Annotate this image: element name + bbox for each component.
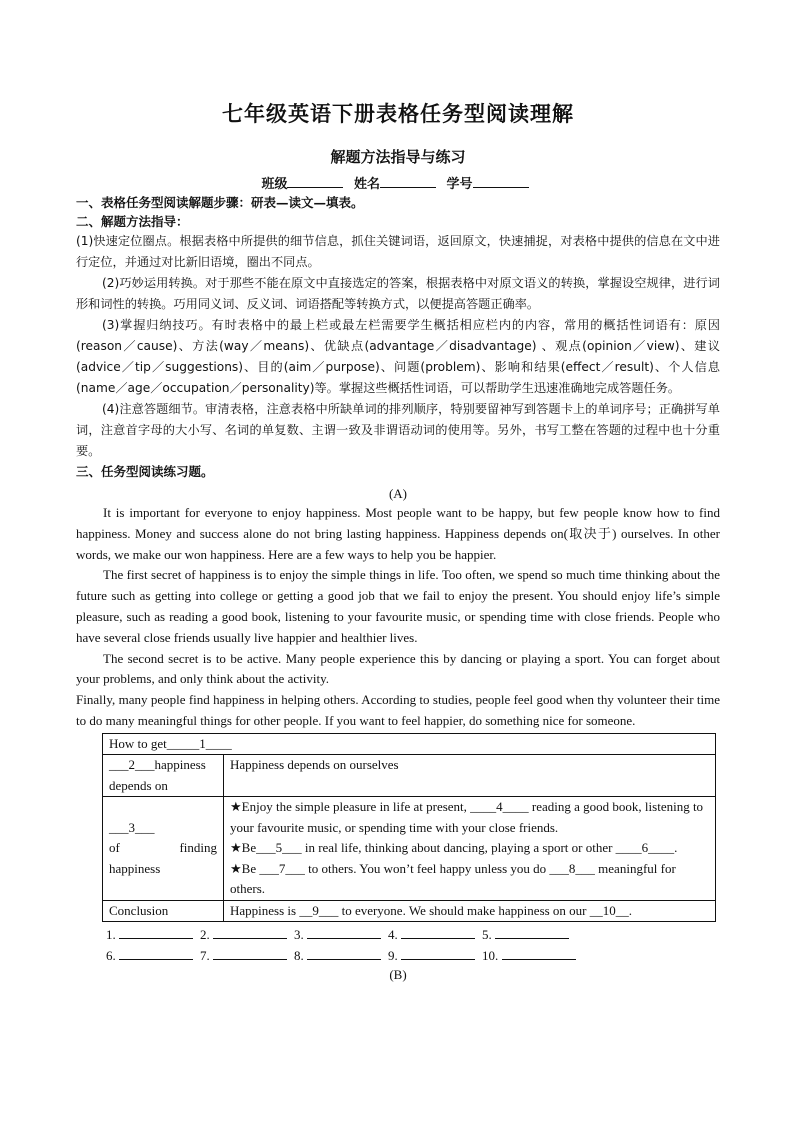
answer-blank[interactable] bbox=[213, 947, 287, 960]
table-cell: Conclusion bbox=[103, 900, 224, 922]
answer-blank[interactable] bbox=[401, 947, 475, 960]
answer-7: 7. bbox=[200, 945, 294, 966]
method-paragraph-3: (3)掌握归纳技巧。有时表格中的最上栏或最左栏需要学生概括相应栏内的内容，常用的概括性词语有：原因(reason／cause)、方法(way／means)、优缺点(advantage／disadvantage) 、观点(opinion／view)、建议(advice／tip／suggestions)、目的(aim／purpose)、问题(problem)、影响和结果(effect／result)、个人信息(name／age／occupation／personality)等。掌握这些概括性词语，可以帮助学生迅速准确地完成答题任务。 bbox=[76, 318, 720, 395]
passage-paragraph-3: The second secret is to be active. Many people experience this by dancing or playing a sport. You can forget about your problems, and only think about the activity. bbox=[76, 650, 720, 687]
answer-blank[interactable] bbox=[307, 947, 381, 960]
id-label: 学号 bbox=[446, 177, 473, 192]
answer-blank[interactable] bbox=[401, 926, 475, 939]
blank-3-label: ___3___ bbox=[109, 819, 155, 835]
answer-blank[interactable] bbox=[119, 926, 193, 939]
answer-row-2 bbox=[106, 945, 720, 966]
task-table bbox=[102, 733, 716, 923]
answer-3: 3. bbox=[294, 924, 388, 945]
tip-helping: ★Be ___7___ to others. You won’t feel happy unless you do ___8___ meaningful for others. bbox=[230, 860, 676, 897]
answer-9: 9. bbox=[388, 945, 482, 966]
table-cell: ___2___happiness depends on bbox=[103, 755, 224, 797]
answer-8: 8. bbox=[294, 945, 388, 966]
passage-a-label: (A) bbox=[388, 486, 408, 501]
passage-paragraph-2: The first secret of happiness is to enjoy the simple things in life. Too often, we spend so much time thinking about the future such as getting into college or getting a good job that we fail to enjoy the present. You should enjoy life’s simple pleasure, such as reading a good book, listening to your favourite music, or spending time with close friends. People who have several close friends usually live happier and healthier lives. bbox=[76, 567, 720, 645]
answer-5: 5. bbox=[482, 924, 576, 945]
table-row bbox=[103, 900, 716, 922]
answer-10: 10. bbox=[482, 945, 576, 966]
answer-blank[interactable] bbox=[119, 947, 193, 960]
tip-active: ★Be___5___ in real life, thinking about dancing, playing a sport or other ____6____. bbox=[230, 840, 678, 856]
class-label: 班级 bbox=[261, 177, 288, 192]
table-cell: Happiness depends on ourselves bbox=[224, 755, 716, 797]
table-cell bbox=[103, 797, 224, 901]
method-paragraph-4: (4)注意答题细节。审清表格，注意表格中所缺单词的排列顺序，特别要留神写到答题卡上的单词序号；正确拼写单词，注意首字母的大小写、名词的单复数、主谓一致及非谓语动词的使用等。另外，书写工整在答题的过程中也十分重要。 bbox=[76, 402, 720, 458]
answer-1: 1. bbox=[106, 924, 200, 945]
answer-6: 6. bbox=[106, 945, 200, 966]
table-row bbox=[103, 755, 716, 797]
section2-heading: 二、解题方法指导： bbox=[76, 214, 189, 229]
answer-blank[interactable] bbox=[307, 926, 381, 939]
table-row bbox=[103, 797, 716, 901]
class-blank[interactable] bbox=[287, 177, 343, 188]
of-finding-line bbox=[109, 838, 217, 859]
student-info-line bbox=[76, 173, 720, 192]
word-of: of bbox=[109, 840, 120, 856]
answer-blank[interactable] bbox=[502, 947, 576, 960]
worksheet-page bbox=[76, 98, 720, 984]
page-subtitle: 解题方法指导与练习 bbox=[330, 148, 466, 166]
answer-blank[interactable] bbox=[213, 926, 287, 939]
passage-paragraph-4: Finally, many people find happiness in helping others. According to studies, people feel good when thy volunteer their time to do many meaningful things for other people. If you want to feel happier, do something nice for someone. bbox=[76, 692, 720, 728]
answer-lines bbox=[106, 924, 720, 966]
answer-row-1 bbox=[106, 924, 720, 945]
name-blank[interactable] bbox=[380, 177, 436, 188]
answer-blank[interactable] bbox=[495, 926, 569, 939]
name-label: 姓名 bbox=[353, 177, 380, 192]
section1-heading: 一、表格任务型阅读解题步骤：研表—读文—填表。 bbox=[76, 195, 364, 210]
table-header-cell: How to get_____1____ bbox=[103, 733, 716, 755]
table-cell bbox=[224, 797, 716, 901]
answer-2: 2. bbox=[200, 924, 294, 945]
page-title: 七年级英语下册表格任务型阅读理解 bbox=[222, 101, 574, 126]
tip-enjoy: ★Enjoy the simple pleasure in life at present, ____4____ reading a good book, listening to your favourite music, or spending time with your close friends. bbox=[230, 799, 704, 835]
method-paragraph-1: (1)快速定位圈点。根据表格中所提供的细节信息，抓住关键词语，返回原文，快速捕捉，对表格中提供的信息在文中进行定位，并通过对比新旧语境，圈出不同点。 bbox=[76, 234, 720, 269]
answer-4: 4. bbox=[388, 924, 482, 945]
id-blank[interactable] bbox=[473, 177, 529, 188]
passage-b-label: (B) bbox=[389, 967, 407, 983]
word-finding: finding bbox=[179, 840, 217, 856]
table-cell: Happiness is __9___ to everyone. We should make happiness on our __10__. bbox=[224, 900, 716, 922]
table-row bbox=[103, 733, 716, 755]
word-happiness: happiness bbox=[109, 860, 161, 876]
section3-heading: 三、任务型阅读练习题。 bbox=[76, 464, 214, 479]
method-paragraph-2: (2)巧妙运用转换。对于那些不能在原文中直接选定的答案，根据表格中对原文语义的转换，掌握设空规律，进行词形和词性的转换。巧用同义词、反义词、词语搭配等转换方式，以便提高答题正确率。 bbox=[76, 276, 720, 311]
passage-paragraph-1: It is important for everyone to enjoy happiness. Most people want to be happy, but few people know how to find happiness. Money and success alone do not bring lasting happiness. Happiness depends on(取决于) ourselves. In other words, we make our won happiness. Here are a few ways to help you be happier. bbox=[76, 505, 720, 562]
